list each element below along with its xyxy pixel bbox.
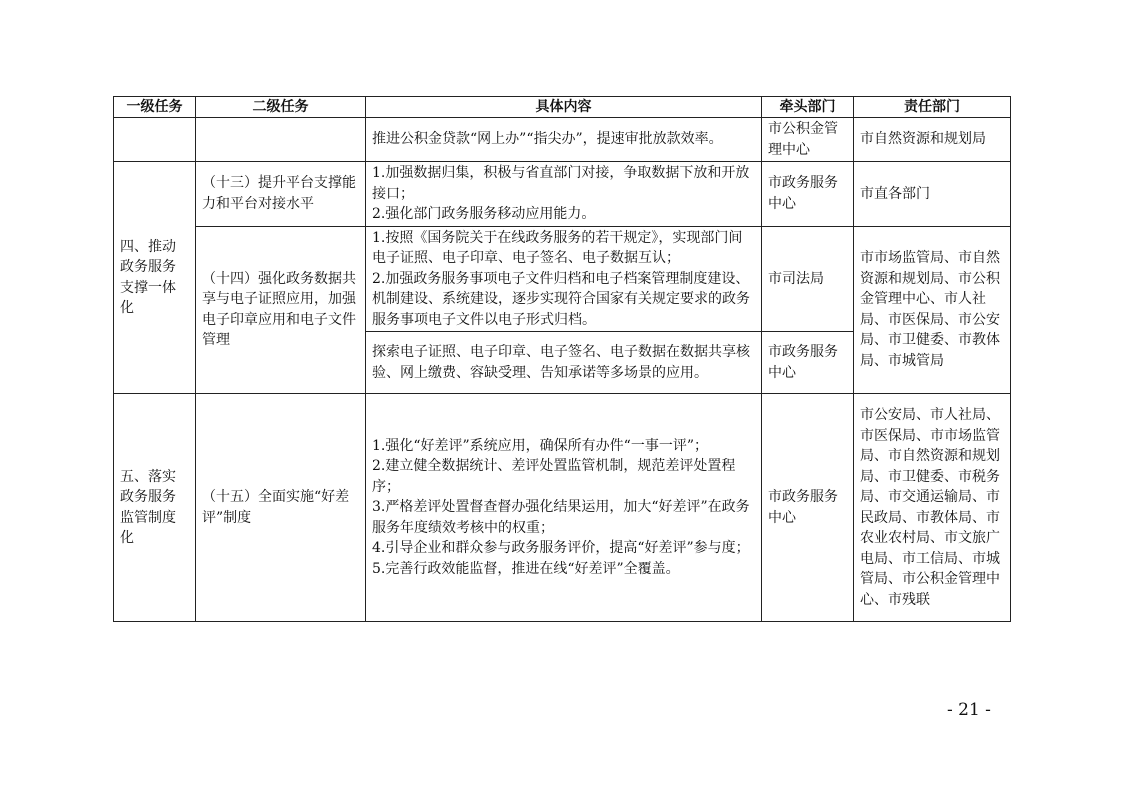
responsible-department-cell: 市自然资源和规划局 — [854, 118, 1011, 162]
table-row — [114, 394, 1011, 622]
second-level-task-cell: （十四）强化政务数据共享与电子证照应用，加强电子印章应用和电子文件管理 — [196, 226, 366, 394]
header-specific-content: 具体内容 — [366, 97, 762, 118]
header-lead-department: 牵头部门 — [762, 97, 854, 118]
responsible-department-cell: 市直各部门 — [854, 162, 1011, 227]
responsible-department-cell: 市市场监管局、市自然资源和规划局、市公积金管理中心、市人社局、市医保局、市公安局、市卫健委、市教体局、市城管局 — [854, 226, 1011, 394]
table-header-row — [114, 97, 1011, 118]
lead-department-cell: 市司法局 — [762, 226, 854, 332]
task-table — [113, 96, 1011, 622]
page-number: - 21 - — [947, 700, 991, 720]
first-level-task-cell: 五、落实政务服务监管制度化 — [114, 394, 196, 622]
content-cell: 探索电子证照、电子印章、电子签名、电子数据在数据共享核验、网上缴费、容缺受理、告知承诺等多场景的应用。 — [366, 332, 762, 394]
second-level-cell-empty — [196, 118, 366, 162]
lead-department-cell: 市政务服务中心 — [762, 332, 854, 394]
content-cell: 1.加强数据归集，积极与省直部门对接，争取数据下放和开放接口； 2.强化部门政务服务移动应用能力。 — [366, 162, 762, 227]
content-cell: 1.强化“好差评”系统应用，确保所有办件“一事一评”； 2.建立健全数据统计、差评处置监管机制，规范差评处置程序； 3.严格差评处置督查督办强化结果运用，加大“好差评”在政务服务年度绩效考核中的权重； 4.引导企业和群众参与政务服务评价，提高“好差评”参与度； 5.完善行政效能监督，推进在线“好差评”全覆盖。 — [366, 394, 762, 622]
lead-department-cell: 市公积金管理中心 — [762, 118, 854, 162]
header-responsible-department: 责任部门 — [854, 97, 1011, 118]
first-level-cell-empty — [114, 118, 196, 162]
lead-department-cell: 市政务服务中心 — [762, 394, 854, 622]
header-second-level-task: 二级任务 — [196, 97, 366, 118]
responsible-department-cell: 市公安局、市人社局、市医保局、市市场监管局、市自然资源和规划局、市卫健委、市税务局、市交通运输局、市民政局、市教体局、市农业农村局、市文旅广电局、市工信局、市城管局、市公积金管理中心、市残联 — [854, 394, 1011, 622]
first-level-task-cell: 四、推动政务服务支撑一体化 — [114, 162, 196, 394]
lead-department-cell: 市政务服务中心 — [762, 162, 854, 227]
table-row — [114, 118, 1011, 162]
content-cell: 1.按照《国务院关于在线政务服务的若干规定》，实现部门间电子证照、电子印章、电子签名、电子数据互认； 2.加强政务服务事项电子文件归档和电子档案管理制度建设、机制建设、系统建设，逐步实现符合国家有关规定要求的政务服务事项电子文件以电子形式归档。 — [366, 226, 762, 332]
header-first-level-task: 一级任务 — [114, 97, 196, 118]
second-level-task-cell: （十五）全面实施“好差评”制度 — [196, 394, 366, 622]
second-level-task-cell: （十三）提升平台支撑能力和平台对接水平 — [196, 162, 366, 227]
table-row — [114, 226, 1011, 332]
table-row — [114, 162, 1011, 227]
content-cell: 推进公积金贷款“网上办”“指尖办”，提速审批放款效率。 — [366, 118, 762, 162]
